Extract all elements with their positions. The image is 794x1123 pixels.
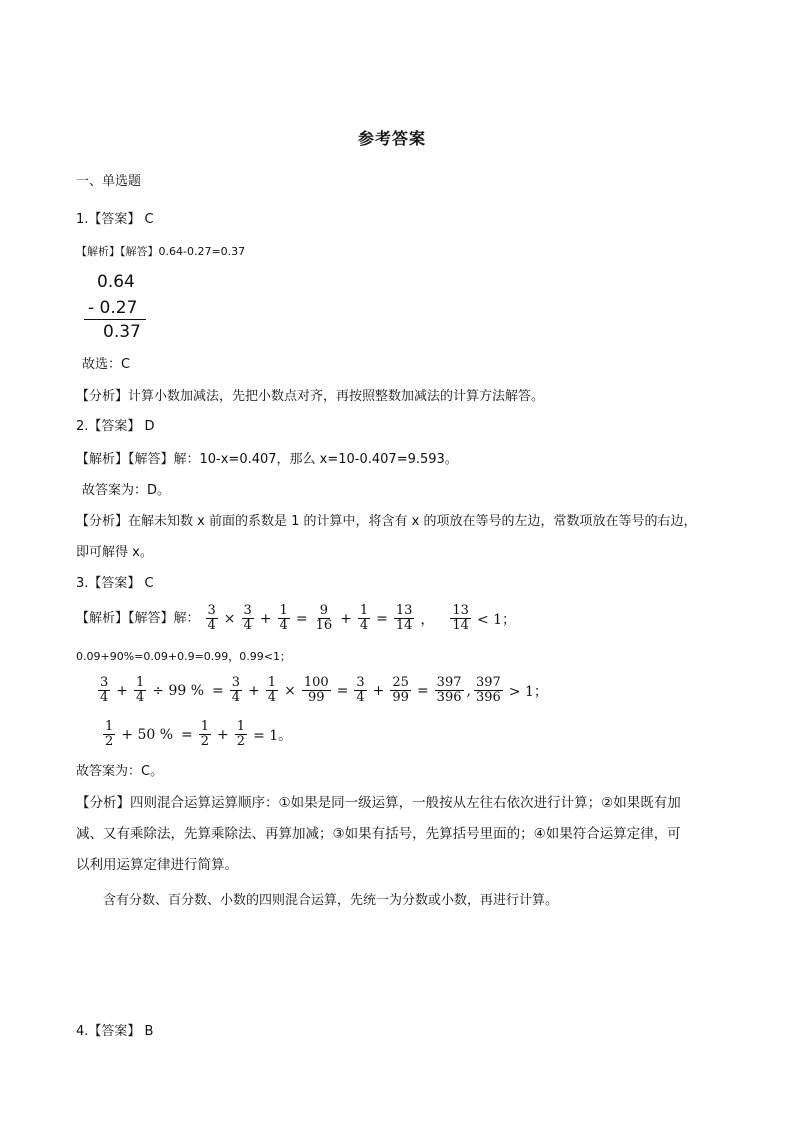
q3-equation-3: $\frac{3}{4}$ + $\frac{1}{4}$ ÷ 99 % = $\frac{3}{4}$ + $\frac{1}{4}$ × $\frac{100}{99}$ = $\frac{3}{4}$ + $\frac{25}{99}$ = $\frac{397}{396}$ , $\frac{397}{396}$ > 1； bbox=[100, 675, 548, 705]
q2-solution: 【解析】【解答】解：10-x=0.407，那么 x=10-0.407=9.593。 bbox=[76, 452, 458, 467]
q3-analysis-line1: 【分析】四则混合运算运算顺序：①如果是同一级运算，一般按从左往右依次进行计算；②如果既有加 bbox=[76, 795, 681, 811]
fraction: $\frac{1}{2}$ bbox=[200, 719, 210, 749]
q1-vertical-top: 0.64 bbox=[97, 272, 135, 292]
fraction: $\frac{3}{4}$ bbox=[356, 675, 365, 705]
q1-choice: 故选：C bbox=[82, 357, 131, 372]
fraction: $\frac{1}{4}$ bbox=[279, 603, 288, 633]
q2-analysis-line2: 即可解得 x。 bbox=[76, 545, 153, 560]
q1-analysis: 【分析】计算小数加减法，先把小数点对齐，再按照整数加减法的计算方法解答。 bbox=[76, 389, 545, 404]
q3-analysis-line2: 减、又有乘除法，先算乘除法、再算加减；③如果有括号，先算括号里面的；④如果符合运算定律，可 bbox=[76, 826, 681, 842]
fraction: $\frac{1}{2}$ bbox=[236, 719, 246, 749]
fraction: $\frac{397}{396}$ bbox=[475, 675, 501, 705]
fraction: $\frac{25}{99}$ bbox=[392, 675, 409, 705]
q3-solution-prefix: 【解析】【解答】解： bbox=[76, 610, 200, 626]
q1-vertical-sub: - 0.27 bbox=[88, 298, 138, 318]
q2-choice: 故答案为：D。 bbox=[82, 483, 171, 498]
fraction: $\frac{1}{4}$ bbox=[359, 603, 369, 633]
q3-equation-4: $\frac{1}{2}$ + 50 % = $\frac{1}{2}$ + $\frac{1}{2}$ = 1。 bbox=[105, 719, 293, 749]
fraction: $\frac{3}{4}$ bbox=[231, 675, 241, 705]
q1-vertical-result: 0.37 bbox=[103, 322, 141, 342]
q3-equation-1: 【解析】【解答】解： $\frac{3}{4}$ × $\frac{3}{4}$ + $\frac{1}{4}$ = $\frac{9}{16}$ + $\frac{1}{4}$ = $\frac{13}{14}$ ， $\frac{13}{14}$ < 1； bbox=[76, 603, 517, 633]
q1-solution: 【解析】【解答】0.64-0.27=0.37 bbox=[76, 245, 246, 258]
q3-answer: 3.【答案】 C bbox=[76, 576, 154, 591]
fraction: $\frac{397}{396}$ bbox=[436, 675, 462, 705]
q1-answer: 1.【答案】 C bbox=[76, 212, 154, 227]
fraction: $\frac{1}{4}$ bbox=[267, 675, 277, 705]
fraction: $\frac{3}{4}$ bbox=[207, 603, 216, 633]
q3-analysis-paragraph: 含有分数、百分数、小数的四则混合运算，先统一为分数或小数，再进行计算。 bbox=[103, 893, 559, 908]
fraction: $\frac{9}{16}$ bbox=[315, 603, 333, 633]
fraction: $\frac{1}{2}$ bbox=[105, 719, 114, 749]
fraction: $\frac{3}{4}$ bbox=[243, 603, 252, 633]
q1-vertical-rule bbox=[84, 319, 146, 320]
fraction: $\frac{3}{4}$ bbox=[100, 675, 109, 705]
q2-answer: 2.【答案】 D bbox=[76, 419, 155, 434]
fraction: $\frac{13}{14}$ bbox=[452, 603, 469, 633]
page-title: 参考答案 bbox=[358, 129, 427, 148]
fraction: $\frac{1}{4}$ bbox=[136, 675, 145, 705]
q4-answer: 4.【答案】 B bbox=[76, 1024, 154, 1039]
q3-choice: 故答案为：C。 bbox=[76, 764, 164, 779]
q2-analysis-line1: 【分析】在解未知数 x 前面的系数是 1 的计算中，将含有 x 的项放在等号的左边，常数项放在等号的右边， bbox=[76, 514, 697, 529]
section-heading: 一、单选题 bbox=[76, 174, 142, 189]
q3-line-2: 0.09+90%=0.09+0.9=0.99，0.99<1； bbox=[76, 650, 291, 663]
q3-analysis-line3: 以利用运算定律进行简算。 bbox=[76, 857, 238, 873]
fraction: $\frac{100}{99}$ bbox=[303, 675, 329, 705]
fraction: $\frac{13}{14}$ bbox=[395, 603, 413, 633]
